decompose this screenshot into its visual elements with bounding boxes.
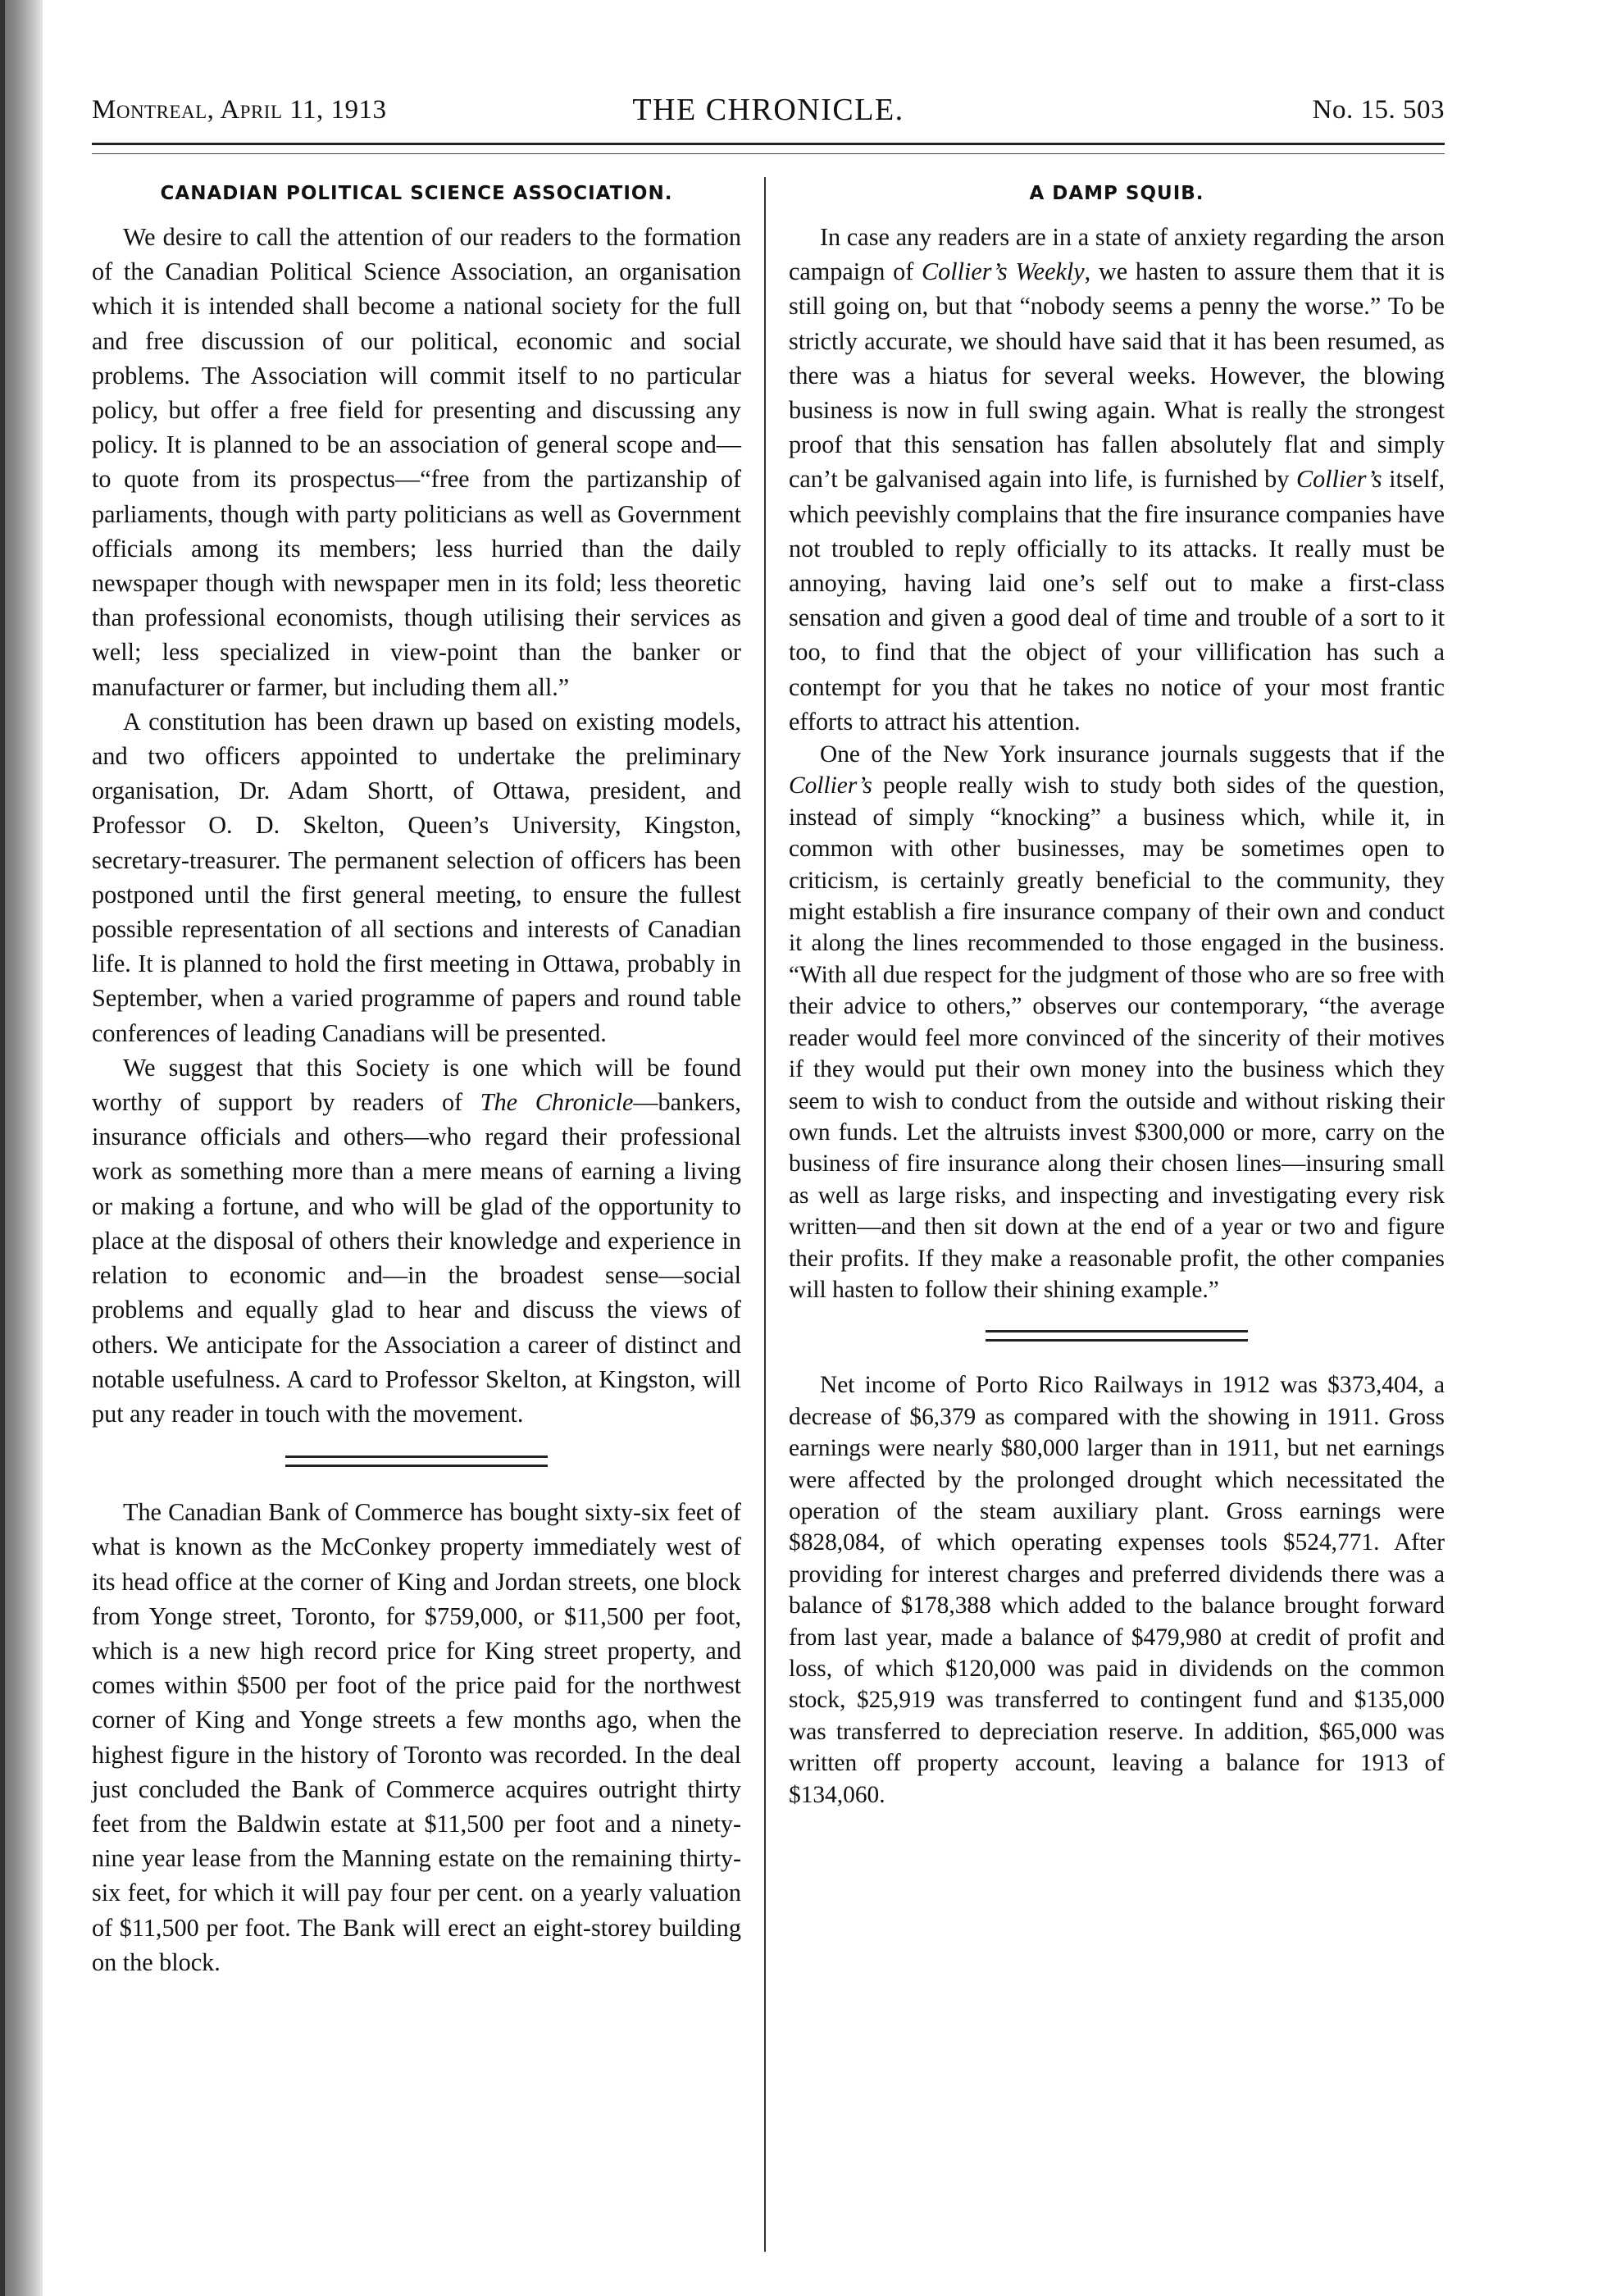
- running-head: [92, 89, 1445, 138]
- text-run: —bankers, insurance officials and others—who regard their professional work as something more than a mere means of earning a living or making a fortune, and who will be glad of the opportunity to place at the disposal of others their knowledge and experience in relation to economic and—in the broadest sense—social problems and equally glad to hear and discuss the views of others. We anticipate for the Association a career of distinct and notable usefulness. A card to Professor Skelton, at Kingston, will put any reader in touch with the movement.: [92, 1088, 741, 1428]
- text-run: itself, which peevishly complains that the fire insurance companies have not troubled to reply officially to its attacks. It really must be annoying, having laid one’s self out to make a first-class sensation and given a good deal of time and trouble of a sort to it too, to find that the object of your villification has such a contempt for you that he takes no notice of your most frantic efforts to attract his attention.: [789, 465, 1445, 736]
- article-title-damp-squib: A DAMP SQUIB.: [1029, 183, 1204, 204]
- article-paragraph-porto-rico: Net income of Porto Rico Railways in 1912 was $373,404, a decrease of $6,379 as compared with the showing in 1911. Gross earnings were nearly $80,000 larger than in 1911, but net earnings were affected by the prolonged drought which necessitated the operation of the steam auxiliary plant. Gross earnings were $828,084, of which operating expenses tools $524,771. After providing for interest charges and preferred dividends there was a balance of $178,388 which added to the balance brought forward from last year, made a balance of $479,980 at credit of profit and loss, of which $120,000 was paid in dividends on the common stock, $25,919 was transferred to contingent fund and $135,000 was transferred to depreciation reserve. In addition, $65,000 was written off property account, leaving a balance for 1913 of $134,060.: [789, 1372, 1445, 1808]
- article-paragraph: A constitution has been drawn up based on existing models, and two officers appointed to undertake the preliminary organisation, Dr. Adam Shortt, of Ottawa, president, and Professor O. D. Skelton, Queen’s University, Kingston, secretary-treasurer. The permanent selection of officers has been postponed until the first general meeting, to ensure the fullest possible representation of all sections and interests of Canadian life. It is planned to hold the first meeting in Ottawa, probably in September, when a varied programme of papers and round table conferences of leading Canadians will be presented.: [92, 707, 741, 1047]
- article-paragraph-bank-of-commerce: The Canadian Bank of Commerce has bought sixty-six feet of what is known as the McConkey property immediately west of its head office at the corner of King and Jordan streets, one block from Yonge street, Toronto, for $759,000, or $11,500 per foot, which is a new high record price for King street property, and comes within $500 per foot of the price paid for the northwest corner of King and Yonge streets a few months ago, when the highest figure in the history of Toronto was recorded. In the deal just concluded the Bank of Commerce acquires outright thirty feet from the Baldwin estate at $11,500 per foot and a ninety-nine year lease from the Manning estate on the remaining thirty-six feet, for which it will pay four per cent. on a yearly valuation of $11,500 per foot. The Bank will erect an eight-storey building on the block.: [92, 1498, 741, 1976]
- left-column: [92, 179, 741, 2278]
- text-run: people really wish to study both sides of the question, instead of simply “knocking” a business which, while it, in common with other businesses, may be sometimes open to criticism, is certainly greatly beneficial to the community, they might establish a fire insurance company of their own and conduct it along the lines recommended to those engaged in the business. “With all due respect for the judgment of those who are so free with their advice to others,” observes our contemporary, “the average reader would feel more convinced of the sincerity of their motives if they would put their own money into the business which they seem to wish to conduct from the outside and without risking their own funds. Let the altruists invest $300,000 or more, carry on the business of fire insurance along their chosen lines—insuring small as well as large risks, and inspecting and investigating every risk written—and then sit down at the end of a year or two and figure their profits. If they make a reasonable profit, the other companies will hasten to follow their shining example.”: [789, 772, 1445, 1303]
- article-title-political-science: CANADIAN POLITICAL SCIENCE ASSOCIATION.: [160, 183, 673, 204]
- italic-title: Collier’s: [1295, 465, 1382, 494]
- right-column: [789, 179, 1445, 2278]
- text-run: , we hasten to assure them that it is still going on, but that “nobody seems a penny the worse.” To be strictly accurate, we should have said that it has been resumed, as there was a hiatus for several weeks. However, the blowing business is now in full swing again. What is really the strongest proof that this sensation has fallen absolutely flat and simply can’t be galvanised again into life, is furnished by: [789, 257, 1445, 494]
- text-run: We suggest that this Society is one which will be found worthy of support by readers of: [92, 1053, 741, 1117]
- article-paragraph: [789, 739, 1445, 1305]
- page-binding-shadow: [0, 0, 43, 2296]
- running-head-title: THE CHRONICLE.: [632, 93, 904, 127]
- newspaper-page: [92, 89, 1445, 2253]
- header-rule: [92, 143, 1445, 154]
- article-paragraph: [92, 1050, 741, 1431]
- article-paragraph: We desire to call the attention of our readers to the formation of the Canadian Political Science Association, an organisation which it is intended shall become a national society for the full and free discussion of our political, economic and social problems. The Association will commit itself to no particular policy, but offer a free field for presenting and discussing any policy. It is planned to be an association of general scope and—to quote from its prospectus—“free from the partizanship of parliaments, though with party politicians as well as Government officials among its members; less hurried than the daily newspaper though with newspaper men in its fold; less theoretic than professional economists, though utilising their services as well; less specialized in view-point than the banker or manufacturer or farmer, but including them all.”: [92, 223, 741, 701]
- column-divider: [764, 177, 766, 2252]
- italic-title: Collier’s Weekly: [922, 257, 1085, 286]
- page-edge: [0, 0, 5, 2296]
- section-separator: [285, 1456, 548, 1467]
- article-paragraph: [789, 220, 1445, 739]
- italic-title: The Chronicle: [480, 1088, 634, 1117]
- text-run: In case any readers are in a state of anxiety regarding the arson campaign of: [789, 223, 1445, 286]
- text-run: One of the New York insurance journals suggests that if the: [820, 741, 1445, 768]
- section-separator: [986, 1330, 1248, 1342]
- running-head-date: Montreal, April 11, 1913: [92, 95, 387, 125]
- running-head-issue: No. 15. 503: [1312, 95, 1445, 125]
- italic-title: Collier’s: [789, 772, 872, 800]
